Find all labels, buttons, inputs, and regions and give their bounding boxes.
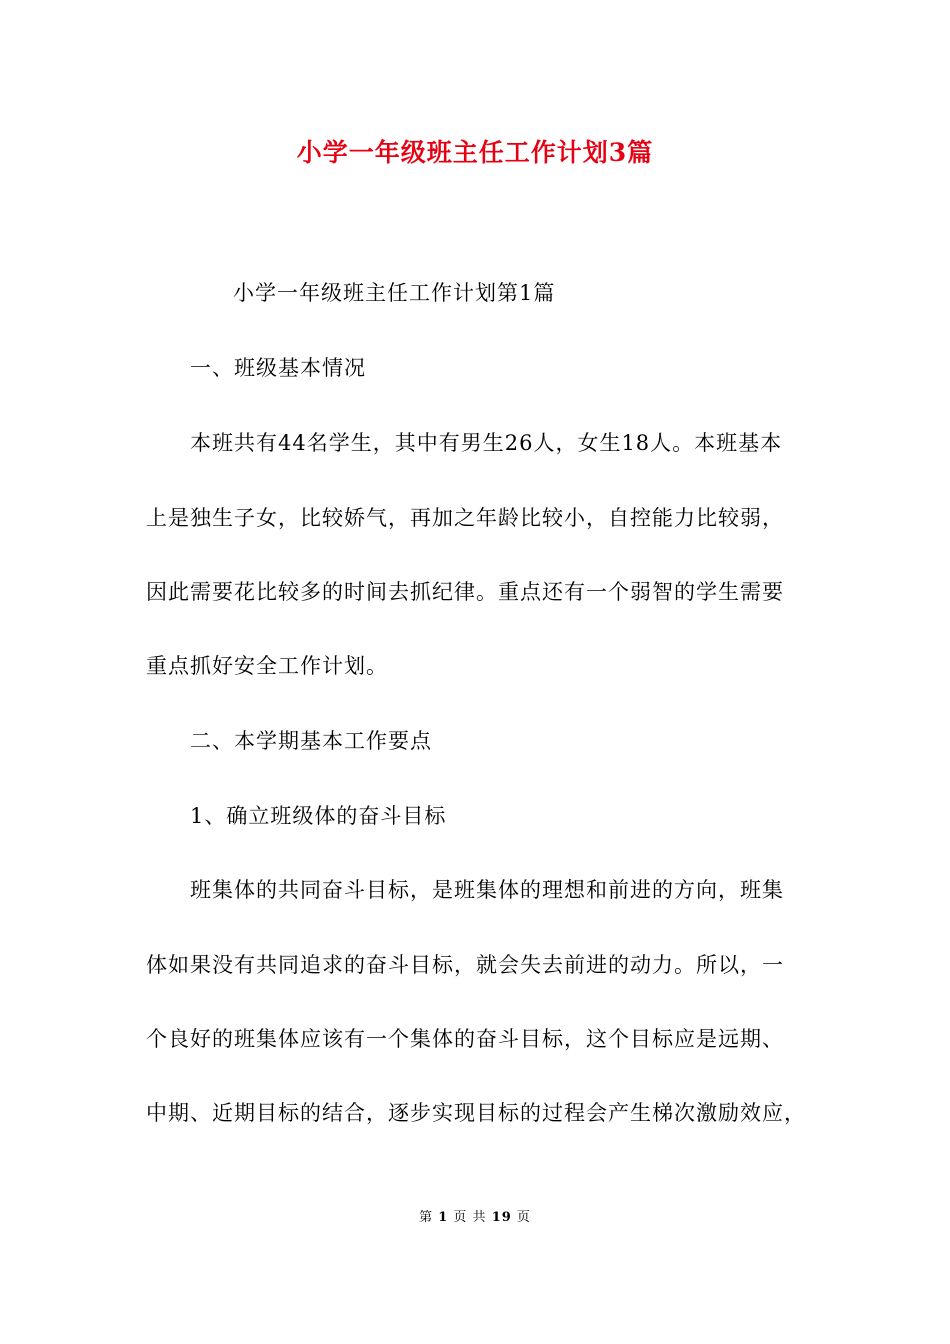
- heading-semester-key-points: 二、本学期基本工作要点: [190, 729, 432, 753]
- paragraph-line: 班集体的共同奋斗目标，是班集体的理想和前进的方向，班集: [190, 878, 784, 902]
- document-title: 小学一年级班主任工作计划3篇: [296, 138, 654, 167]
- section-heading-part-1: 小学一年级班主任工作计划第1篇: [233, 281, 556, 305]
- footer-page-number: 1: [438, 1210, 449, 1225]
- paragraph-line: 个良好的班集体应该有一个集体的奋斗目标，这个目标应是远期、: [146, 1027, 784, 1051]
- footer-middle: 页 共: [453, 1210, 487, 1225]
- footer-suffix: 页: [516, 1210, 531, 1225]
- paragraph-line: 因此需要花比较多的时间去抓纪律。重点还有一个弱智的学生需要: [146, 580, 784, 604]
- paragraph-line: 重点抓好安全工作计划。: [146, 654, 388, 678]
- paragraph-line: 体如果没有共同追求的奋斗目标，就会失去前进的动力。所以，一: [146, 953, 784, 977]
- heading-class-basic-info: 一、班级基本情况: [190, 356, 366, 380]
- paragraph-line: 上是独生子女，比较娇气，再加之年龄比较小，自控能力比较弱，: [146, 506, 784, 530]
- footer-prefix: 第: [419, 1210, 434, 1225]
- paragraph-line: 本班共有44名学生，其中有男生26人，女生18人。本班基本: [190, 431, 783, 455]
- footer-total-pages: 19: [491, 1210, 512, 1225]
- paragraph-line: 中期、近期目标的结合，逐步实现目标的过程会产生梯次激励效应，: [146, 1101, 806, 1125]
- subheading-class-goal: 1、确立班级体的奋斗目标: [190, 804, 447, 828]
- page-footer: [0, 1208, 950, 1228]
